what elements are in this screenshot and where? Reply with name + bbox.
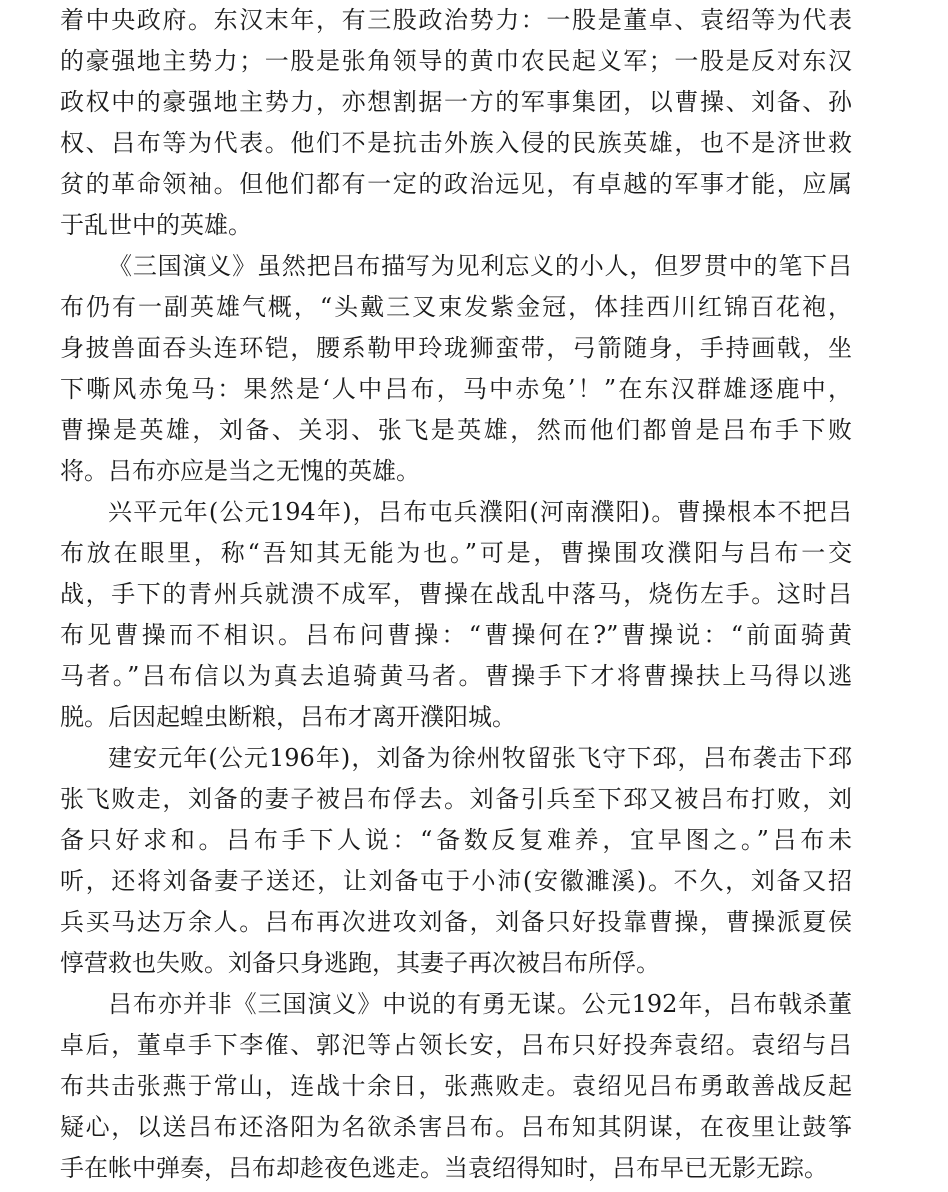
text-line: 权、吕布等为代表。他们不是抗击外族入侵的民族英雄，也不是济世救 [60,129,852,157]
text-line: 吕布亦并非《三国演义》中说的有勇无谋。公元192年，吕布戟杀董 [108,990,852,1018]
text-line: 布见曹操而不相识。吕布问曹操：“曹操何在?”曹操说：“前面骑黄 [60,621,852,649]
text-line: 的豪强地主势力；一股是张角领导的黄巾农民起义军；一股是反对东汉 [60,47,852,75]
text-line: 马者。”吕布信以为真去追骑黄马者。曹操手下才将曹操扶上马得以逃 [60,662,852,690]
text-line: 曹操是英雄，刘备、关羽、张飞是英雄，然而他们都曾是吕布手下败 [60,416,852,444]
text-line: 惇营救也失败。刘备只身逃跑，其妻子再次被吕布所俘。 [60,949,660,977]
text-line: 脱。后因起蝗虫断粮，吕布才离开濮阳城。 [60,703,516,731]
paragraph-5 [60,984,852,1189]
text-line: 兵买马达万余人。吕布再次进攻刘备，刘备只好投靠曹操，曹操派夏侯 [60,908,852,936]
document-page [60,0,852,1189]
text-line: 《三国演义》虽然把吕布描写为见利忘义的小人，但罗贯中的笔下吕 [108,252,852,280]
text-line: 身披兽面吞头连环铠，腰系勒甲玲珑狮蛮带，弓箭随身，手持画戟，坐 [60,334,852,362]
text-line: 着中央政府。东汉末年，有三股政治势力：一股是董卓、袁绍等为代表 [60,6,852,34]
text-line: 手在帐中弹奏，吕布却趁夜色逃走。当袁绍得知时，吕布早已无影无踪。 [60,1154,828,1182]
text-line: 政权中的豪强地主势力，亦想割据一方的军事集团，以曹操、刘备、孙 [60,88,852,116]
text-line: 贫的革命领袖。但他们都有一定的政治远见，有卓越的军事才能，应属 [60,170,852,198]
text-line: 备只好求和。吕布手下人说：“备数反复难养，宜早图之。”吕布未 [60,826,852,854]
text-line: 布共击张燕于常山，连战十余日，张燕败走。袁绍见吕布勇敢善战反起 [60,1072,852,1100]
paragraph-3 [60,492,852,738]
text-line: 张飞败走，刘备的妻子被吕布俘去。刘备引兵至下邳又被吕布打败，刘 [60,785,852,813]
paragraph-1 [60,0,852,246]
text-line: 下嘶风赤兔马：果然是‘人中吕布，马中赤兔’！”在东汉群雄逐鹿中， [60,375,852,403]
text-line: 疑心，以送吕布还洛阳为名欲杀害吕布。吕布知其阴谋，在夜里让鼓筝 [60,1113,852,1141]
text-line: 将。吕布亦应是当之无愧的英雄。 [60,457,420,485]
text-line: 卓后，董卓手下李傕、郭汜等占领长安，吕布只好投奔袁绍。袁绍与吕 [60,1031,852,1059]
text-line: 战，手下的青州兵就溃不成军，曹操在战乱中落马，烧伤左手。这时吕 [60,580,852,608]
paragraph-2 [60,246,852,492]
text-line: 建安元年(公元196年)，刘备为徐州牧留张飞守下邳，吕布袭击下邳 [108,744,852,772]
text-line: 兴平元年(公元194年)，吕布屯兵濮阳(河南濮阳)。曹操根本不把吕 [108,498,852,526]
text-line: 布仍有一副英雄气概，“头戴三叉束发紫金冠，体挂西川红锦百花袍， [60,293,852,321]
text-line: 于乱世中的英雄。 [60,211,252,239]
text-line: 听，还将刘备妻子送还，让刘备屯于小沛(安徽濉溪)。不久，刘备又招 [60,867,852,895]
text-line: 布放在眼里，称“吾知其无能为也。”可是，曹操围攻濮阳与吕布一交 [60,539,852,567]
paragraph-4 [60,738,852,984]
